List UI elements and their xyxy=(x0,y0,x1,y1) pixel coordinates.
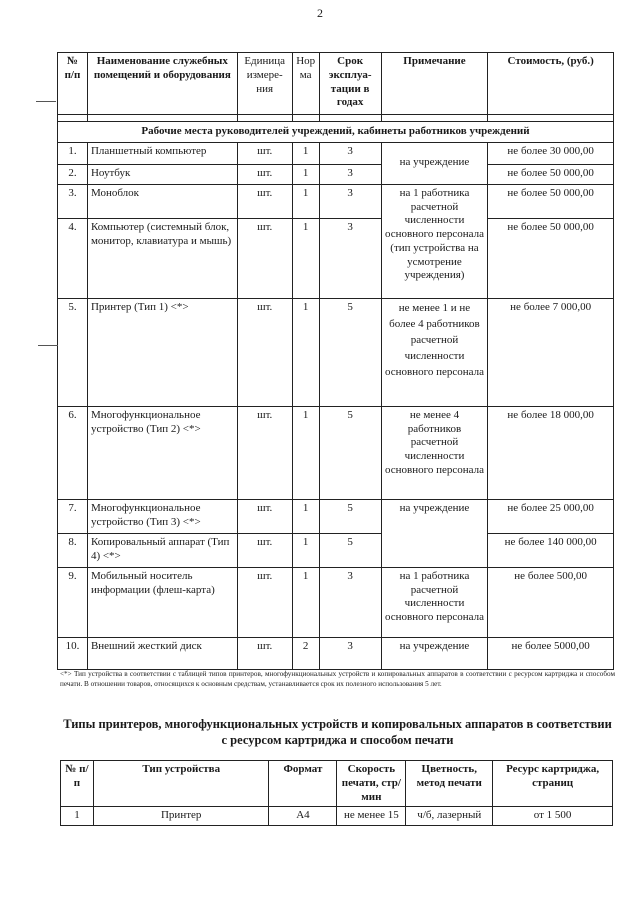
cell-norm: 2 xyxy=(292,637,319,669)
cell-name: Ноутбук xyxy=(87,164,237,184)
table-row xyxy=(58,218,614,298)
table-row xyxy=(58,142,614,164)
cell-cost: не более 50 000,00 xyxy=(488,164,614,184)
cell-cost: не более 7 000,00 xyxy=(488,298,614,406)
cell-cost: не более 50 000,00 xyxy=(488,218,614,298)
cell-name: Компьютер (системный блок, монитор, клавиатура и мышь) xyxy=(87,218,237,298)
cell-cost: не более 30 000,00 xyxy=(488,142,614,164)
cell-name: Многофункциональное устройство (Тип 2) <*> xyxy=(87,406,237,499)
header-norm: Нор ма xyxy=(292,53,319,115)
cell-term: 5 xyxy=(319,499,381,533)
table-row xyxy=(58,637,614,669)
cell-unit: шт. xyxy=(237,164,292,184)
header-color: Цветность, метод печати xyxy=(406,761,493,807)
cell-num: 6. xyxy=(58,406,88,499)
cell-name: Мобильный носитель информации (флеш-карта) xyxy=(87,567,237,637)
cell-color: ч/б, лазерный xyxy=(406,807,493,826)
margin-mark xyxy=(36,101,56,102)
cell-cost: не более 5000,00 xyxy=(488,637,614,669)
header-type: Тип устройства xyxy=(93,761,269,807)
cell-norm: 1 xyxy=(292,567,319,637)
table-row xyxy=(58,567,614,637)
cell-term: 3 xyxy=(319,142,381,164)
spacer-row xyxy=(58,115,614,122)
cell-num: 1. xyxy=(58,142,88,164)
page-number: 2 xyxy=(317,6,323,20)
cell-num: 9. xyxy=(58,567,88,637)
cell-name: Копировальный аппарат (Тип 4) <*> xyxy=(87,533,237,567)
cell-name: Многофункциональное устройство (Тип 3) <*> xyxy=(87,499,237,533)
cell-name: Планшетный компьютер xyxy=(87,142,237,164)
cell-name: Принтер (Тип 1) <*> xyxy=(87,298,237,406)
cell-num: 7. xyxy=(58,499,88,533)
cell-unit: шт. xyxy=(237,406,292,499)
cell-resource: от 1 500 xyxy=(493,807,613,826)
cell-term: 3 xyxy=(319,567,381,637)
cell-unit: шт. xyxy=(237,567,292,637)
cell-num: 2. xyxy=(58,164,88,184)
header-num: № п/п xyxy=(61,761,94,807)
table-row xyxy=(58,406,614,499)
cell-norm: 1 xyxy=(292,142,319,164)
section-row xyxy=(58,122,614,143)
cell-norm: 1 xyxy=(292,184,319,218)
cell-unit: шт. xyxy=(237,499,292,533)
cell-norm: 1 xyxy=(292,218,319,298)
cell-term: 3 xyxy=(319,218,381,298)
cell-unit: шт. xyxy=(237,142,292,164)
cell-num: 8. xyxy=(58,533,88,567)
header-unit: Единица измере-ния xyxy=(237,53,292,115)
equipment-table xyxy=(57,52,614,670)
table-row xyxy=(58,533,614,567)
cell-term: 5 xyxy=(319,533,381,567)
cell-norm: 1 xyxy=(292,164,319,184)
cell-speed: не менее 15 xyxy=(337,807,406,826)
cell-note: на учреждение xyxy=(381,637,488,669)
cell-num: 1 xyxy=(61,807,94,826)
cell-note: на учреждение xyxy=(381,142,488,184)
cell-term: 5 xyxy=(319,298,381,406)
cell-unit: шт. xyxy=(237,298,292,406)
cell-term: 3 xyxy=(319,637,381,669)
cell-norm: 1 xyxy=(292,298,319,406)
cell-unit: шт. xyxy=(237,533,292,567)
cell-note: на 1 работника расчетной численности основного персонала (тип устройства на усмотрение учреждения) xyxy=(381,184,488,298)
table-row xyxy=(58,298,614,406)
cell-num: 5. xyxy=(58,298,88,406)
table-row xyxy=(58,499,614,533)
cell-note: на 1 работника расчетной численности основного персонала xyxy=(381,567,488,637)
cell-norm: 1 xyxy=(292,406,319,499)
cell-term: 5 xyxy=(319,406,381,499)
cell-cost: не более 140 000,00 xyxy=(488,533,614,567)
cell-unit: шт. xyxy=(237,218,292,298)
header-speed: Скорость печати, стр/мин xyxy=(337,761,406,807)
cell-num: 4. xyxy=(58,218,88,298)
printer-types-title: Типы принтеров, многофункциональных устройств и копировальных аппаратов в соответствии с ресурсом картриджа и способом печати xyxy=(63,717,612,748)
printer-types-table xyxy=(60,760,613,826)
cell-norm: 1 xyxy=(292,499,319,533)
cell-unit: шт. xyxy=(237,637,292,669)
cell-type: Принтер xyxy=(93,807,269,826)
header-resource: Ресурс картриджа, страниц xyxy=(493,761,613,807)
cell-note: не менее 4 работников расчетной численности основного персонала xyxy=(381,406,488,499)
table-row xyxy=(58,164,614,184)
cell-cost: не более 500,00 xyxy=(488,567,614,637)
cell-cost: не более 50 000,00 xyxy=(488,184,614,218)
cell-num: 3. xyxy=(58,184,88,218)
section-title: Рабочие места руководителей учреждений, кабинеты работников учреждений xyxy=(58,122,614,143)
table-header-row xyxy=(58,53,614,115)
cell-norm: 1 xyxy=(292,533,319,567)
table-row xyxy=(58,184,614,218)
cell-term: 3 xyxy=(319,164,381,184)
cell-note: не менее 1 и не более 4 работников расчетной численности основного персонала xyxy=(381,298,488,406)
header-note: Примечание xyxy=(381,53,488,115)
footnote: <*> Тип устройства в соответствии с таблицей типов принтеров, многофункциональных устройств и копировальных аппаратов в соответствии с ресурсом картриджа и способом печати. В отношении товаров, относящихся к основным средствам, устанавливается срок их полезного использования 5 лет. xyxy=(60,670,615,689)
cell-num: 10. xyxy=(58,637,88,669)
header-term: Срок эксплуа-тации в годах xyxy=(319,53,381,115)
margin-mark xyxy=(38,345,58,346)
cell-note: на учреждение xyxy=(381,499,488,567)
header-name: Наименование служебных помещений и оборудования xyxy=(87,53,237,115)
cell-term: 3 xyxy=(319,184,381,218)
cell-cost: не более 18 000,00 xyxy=(488,406,614,499)
cell-name: Моноблок xyxy=(87,184,237,218)
cell-format: А4 xyxy=(269,807,337,826)
cell-unit: шт. xyxy=(237,184,292,218)
header-cost: Стоимость, (руб.) xyxy=(488,53,614,115)
header-num: № п/п xyxy=(58,53,88,115)
table-row xyxy=(61,807,613,826)
cell-cost: не более 25 000,00 xyxy=(488,499,614,533)
printer-header-row xyxy=(61,761,613,807)
header-format: Формат xyxy=(269,761,337,807)
cell-name: Внешний жесткий диск xyxy=(87,637,237,669)
